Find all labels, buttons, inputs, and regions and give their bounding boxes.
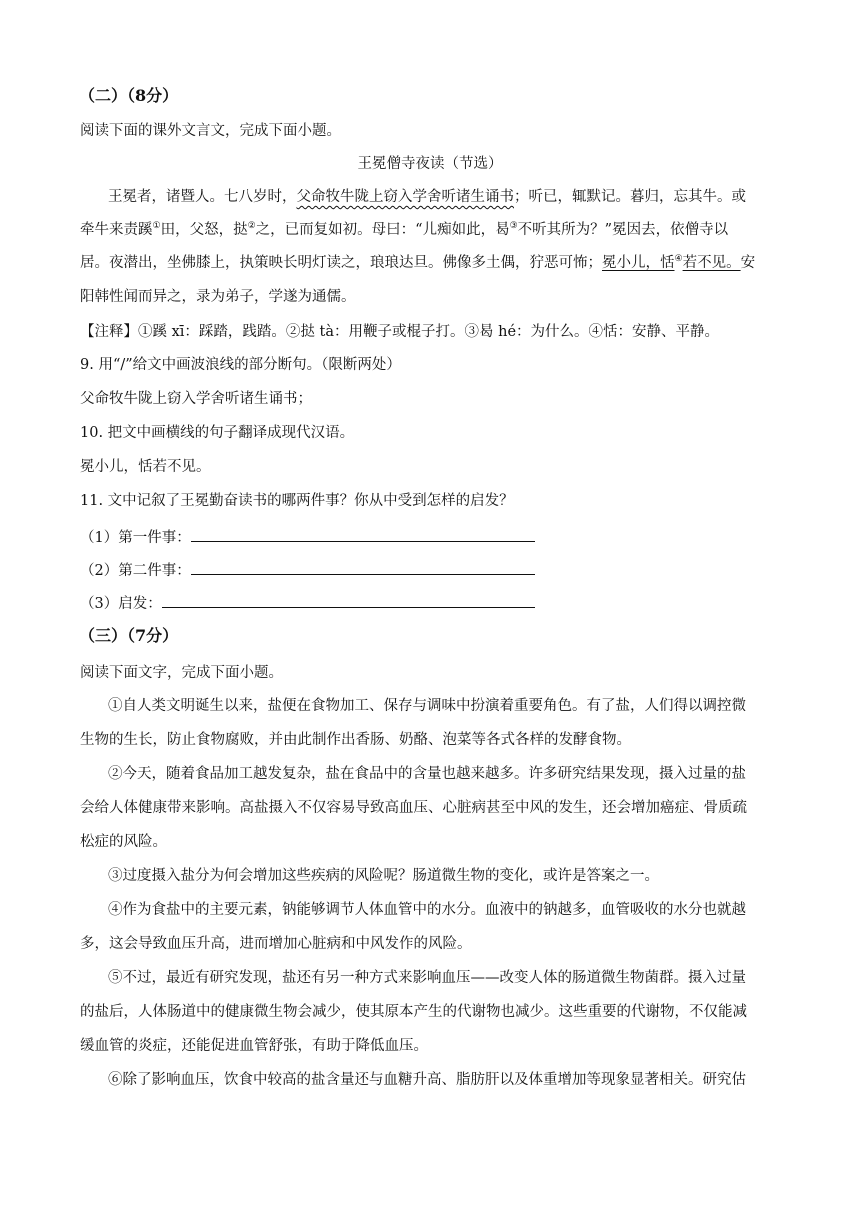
section-instruction: 阅读下面的课外文言文，完成下面小题。 [80,123,341,139]
answer-line [80,527,535,548]
annotation-note: 【注释】①蹊 xī：踩踏，践踏。②挞 tà：用鞭子或棍子打。③曷 hé：为什么。④恬：安静、平静。 [80,324,720,340]
article-line: ③过度摄入盐分为何会增加这些疾病的风险呢？肠道微生物的变化，或许是答案之一。 [108,868,659,884]
passage-text: 居。夜潜出，坐佛膝上，执策映长明灯读之，琅琅达旦。佛像多土偶，狞恶可怖； [80,255,602,271]
passage-text: 田，父怒，挞 [160,222,248,238]
question-9: 9. 用“/”给文中画波浪线的部分断句。（限断两处） [80,357,401,373]
answer-label: （3）启发： [80,596,162,612]
answer-blank[interactable] [191,560,535,575]
passage-text: 之，已而复如初。母曰：“儿痴如此，曷 [255,222,510,238]
wavy-underlined-text: 父命牧牛陇上窃入学舍听诸生诵书 [296,189,514,205]
answer-blank[interactable] [162,593,535,608]
section-heading: （三）（7分） [79,626,179,645]
footnote-marker: ② [247,221,256,232]
answer-line [80,593,535,614]
answer-blank[interactable] [191,527,535,542]
question-10: 10. 把文中画横线的句子翻译成现代汉语。 [80,425,355,441]
article-line: 会给人体健康带来影响。高盐摄入不仅容易导致高血压、心脏病甚至中风的发生，还会增加癌症、骨质疏 [80,800,747,816]
article-line: ④作为食盐中的主要元素，钠能够调节人体血管中的水分。血液中的钠越多，血管吸收的水分也就越 [108,902,746,918]
passage-text: 王冕者，诸暨人。七八岁时， [108,189,297,205]
passage-line [108,187,746,207]
underlined-text: 冕小儿，恬 [602,255,675,271]
passage-text: 安 [740,255,756,271]
article-line: 缓血管的炎症，还能促进血管舒张，有助于降低血压。 [80,1038,428,1054]
underlined-text: 若不见。 [682,255,741,271]
question-10-text: 冕小儿，恬若不见。 [80,459,211,475]
answer-label: （2）第二件事： [80,563,191,579]
article-line: ⑤不过，最近有研究发现，盐还有另一种方式来影响血压——改变人体的肠道微生物菌群。摄入过量 [108,970,746,986]
passage-line: 阳韩性闻而异之，录为弟子，学遂为通儒。 [80,289,356,305]
section-instruction: 阅读下面文字，完成下面小题。 [80,665,283,681]
question-11: 11. 文中记叙了王冕勤奋读书的哪两件事？你从中受到怎样的启发？ [80,493,514,509]
footnote-marker: ① [152,221,161,232]
passage-text: 不听其所为？”冕因去，依僧寺以 [517,222,729,238]
passage-text: 牵牛来责蹊 [80,222,153,238]
passage-title: 王冕僧寺夜读（节选） [357,156,503,172]
section-heading: （二）（8分） [79,86,179,105]
question-9-text: 父命牧牛陇上窃入学舍听诸生诵书； [80,391,312,407]
article-line: 多，这会导致血压升高，进而增加心脏病和中风发作的风险。 [80,936,472,952]
passage-line [80,253,755,273]
article-line: 的盐后，人体肠道中的健康微生物会减少，使其原本产生的代谢物也减少。这些重要的代谢物，不仅能减 [80,1004,747,1020]
passage-line [80,220,728,240]
answer-line [80,560,535,581]
passage-text: ；听已，辄默记。暮归，忘其牛。或 [514,189,746,205]
footnote-marker: ④ [674,254,683,265]
footnote-marker: ③ [509,221,518,232]
answer-label: （1）第一件事： [80,530,191,546]
article-line: ②今天，随着食品加工越发复杂，盐在食品中的含量也越来越多。许多研究结果发现，摄入过量的盐 [108,766,746,782]
article-line: 松症的风险。 [80,834,167,850]
article-line: 生物的生长，防止食物腐败，并由此制作出香肠、奶酪、泡菜等各式各样的发酵食物。 [80,732,631,748]
article-line: ①自人类文明诞生以来，盐便在食物加工、保存与调味中扮演着重要角色。有了盐，人们得以调控微 [108,698,746,714]
article-line: ⑥除了影响血压，饮食中较高的盐含量还与血糖升高、脂肪肝以及体重增加等现象显著相关。研究估 [108,1072,746,1088]
